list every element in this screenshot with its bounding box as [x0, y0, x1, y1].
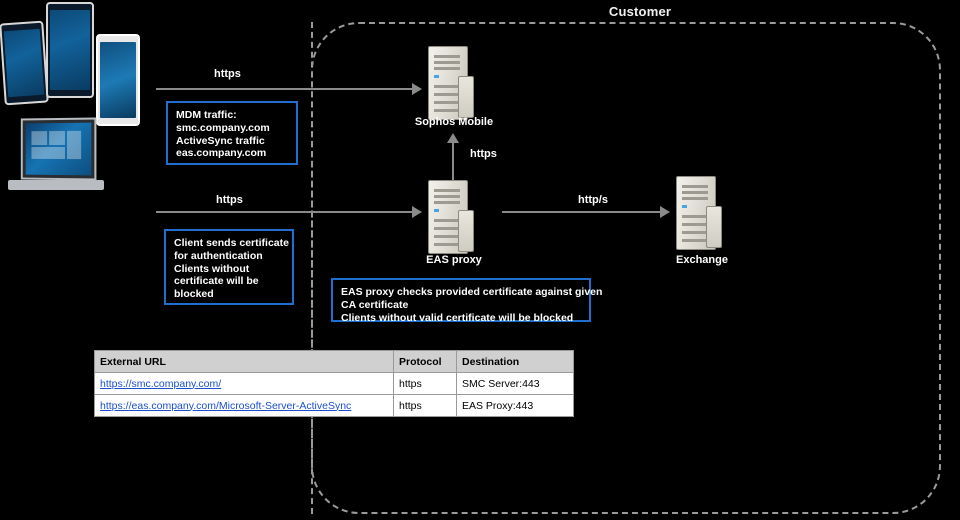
callout-eas-line-1: EAS proxy checks provided certificate against given	[341, 286, 603, 298]
callout-client-line-5: blocked	[174, 288, 214, 301]
eas-url-link[interactable]: https://eas.company.com/Microsoft-Server-ActiveSync	[100, 399, 352, 412]
callout-mdm-line-1: MDM traffic:	[176, 109, 237, 121]
laptop-base	[8, 180, 104, 190]
callout-client-line-2: for authentication	[174, 249, 263, 262]
table-cell-destination: EAS Proxy:443	[457, 395, 574, 417]
customer-label: Customer	[608, 4, 672, 19]
arrow-devices-to-sophos	[156, 88, 414, 90]
table-cell-url	[95, 373, 394, 395]
arrow-eas-to-sophos-head	[447, 133, 459, 143]
table-cell-destination: SMC Server:443	[457, 373, 574, 395]
arrow-label-devices-to-sophos: https	[214, 68, 241, 80]
table-cell-protocol: https	[394, 395, 457, 417]
sophos-mobile-label: Sophos Mobile	[414, 116, 494, 128]
callout-client-line-4: certificate will be	[174, 275, 259, 288]
exchange-label: Exchange	[676, 254, 728, 266]
arrow-label-devices-to-eas: https	[216, 194, 243, 206]
callout-eas-line-3: Clients without valid certificate will be blocked	[341, 311, 574, 324]
eas-proxy-label: EAS proxy	[426, 254, 482, 266]
eas-proxy-server-icon	[428, 180, 480, 254]
table-cell-protocol: https	[394, 373, 457, 395]
arrow-devices-to-sophos-head	[412, 83, 422, 95]
callout-eas-line-2: CA certificate	[341, 298, 409, 311]
ios-phone-icon	[96, 34, 140, 126]
table-row	[95, 395, 574, 417]
table-header-protocol: Protocol	[394, 351, 457, 373]
callout-client-line-1: Client sends certificate	[174, 237, 289, 249]
arrow-devices-to-eas-head	[412, 206, 422, 218]
tablet-device-icon	[0, 21, 49, 106]
callout-client-line-3: Clients without	[174, 262, 250, 275]
table-header-destination: Destination	[457, 351, 574, 373]
external-url-table	[94, 350, 574, 417]
table-header-row	[95, 351, 574, 373]
table-row	[95, 373, 574, 395]
callout-mdm-traffic	[166, 101, 298, 165]
smc-url-link[interactable]: https://smc.company.com/	[100, 377, 222, 390]
customer-boundary	[311, 22, 941, 514]
arrow-label-eas-to-sophos: https	[470, 148, 497, 160]
device-cluster	[0, 0, 150, 200]
arrow-eas-to-exchange-head	[660, 206, 670, 218]
sophos-mobile-server-icon	[428, 46, 480, 120]
laptop-icon	[21, 117, 97, 180]
callout-client-certificate	[164, 229, 294, 305]
arrow-label-eas-to-exchange: http/s	[578, 194, 608, 206]
table-cell-url	[95, 395, 394, 417]
table-header-external-url: External URL	[95, 351, 394, 373]
arrow-eas-to-sophos	[452, 142, 454, 180]
exchange-server-icon	[676, 176, 728, 250]
callout-mdm-line-4: eas.company.com	[176, 147, 267, 160]
boundary-divider-line	[311, 22, 313, 514]
callout-mdm-line-2: smc.company.com	[176, 121, 270, 134]
callout-mdm-line-3: ActiveSync traffic	[176, 134, 265, 147]
callout-eas-proxy-check	[331, 278, 603, 324]
arrow-eas-to-exchange	[502, 211, 662, 213]
arrow-devices-to-eas	[156, 211, 414, 213]
android-phone-icon	[46, 2, 94, 98]
